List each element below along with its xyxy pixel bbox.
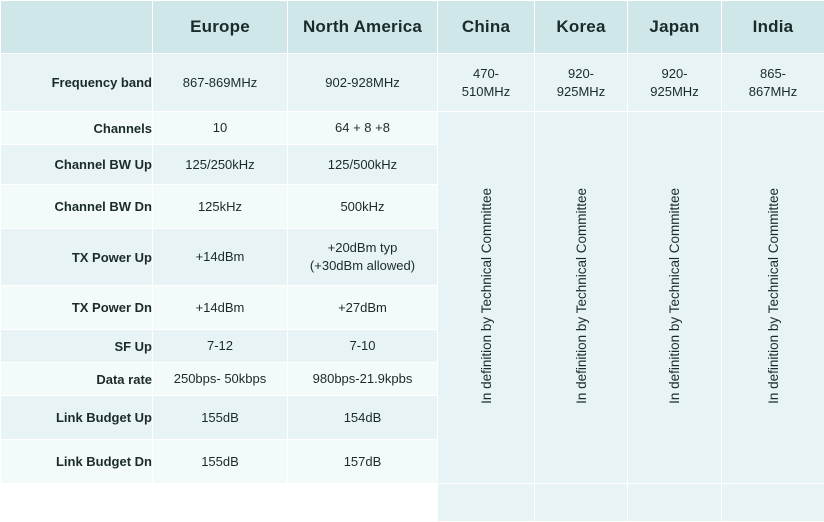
filler-cell-korea — [535, 484, 628, 522]
cell-india-frequency-band — [722, 54, 824, 112]
cell-europe-link-budget-dn: 155dB — [153, 440, 288, 484]
cell-europe-channels: 10 — [153, 112, 288, 145]
cell-japan-frequency-band-line1: 920- — [628, 65, 721, 83]
cell-japan-in-definition-text: In definition by Technical Committee — [667, 188, 682, 404]
cell-india-frequency-band-line1: 865- — [722, 65, 824, 83]
cell-north-america-data-rate: 980bps-21.9kpbs — [288, 363, 438, 396]
cell-korea-in-definition — [535, 112, 628, 484]
cell-north-america-tx-power-up-line2: (+30dBm allowed) — [288, 257, 437, 275]
cell-north-america-frequency-band: 902-928MHz — [288, 54, 438, 112]
header-cell-north-america: North America — [288, 1, 438, 54]
row-label-sf-up: SF Up — [1, 330, 153, 363]
cell-japan-in-definition — [628, 112, 722, 484]
row-label-frequency-band: Frequency band — [1, 54, 153, 112]
filler-cell-india — [722, 484, 824, 522]
cell-china-in-definition — [438, 112, 535, 484]
filler-cell-label — [1, 484, 153, 522]
cell-china-in-definition-text: In definition by Technical Committee — [479, 188, 494, 404]
row-label-tx-power-dn: TX Power Dn — [1, 286, 153, 330]
cell-north-america-channel-bw-up: 125/500kHz — [288, 145, 438, 185]
cell-europe-channel-bw-up: 125/250kHz — [153, 145, 288, 185]
row-label-link-budget-dn: Link Budget Dn — [1, 440, 153, 484]
cell-north-america-tx-power-up — [288, 229, 438, 286]
filler-cell-japan — [628, 484, 722, 522]
cell-india-in-definition-text: In definition by Technical Committee — [766, 188, 781, 404]
cell-north-america-link-budget-up: 154dB — [288, 396, 438, 440]
header-cell-japan: Japan — [628, 1, 722, 54]
table-header-row — [1, 1, 824, 54]
cell-europe-sf-up: 7-12 — [153, 330, 288, 363]
header-cell-europe: Europe — [153, 1, 288, 54]
cell-japan-frequency-band-line2: 925MHz — [628, 83, 721, 101]
cell-korea-frequency-band-line2: 925MHz — [535, 83, 627, 101]
cell-korea-frequency-band — [535, 54, 628, 112]
cell-india-frequency-band-line2: 867MHz — [722, 83, 824, 101]
row-label-channel-bw-dn: Channel BW Dn — [1, 185, 153, 229]
cell-india-in-definition — [722, 112, 824, 484]
header-cell-india: India — [722, 1, 824, 54]
cell-korea-in-definition-text: In definition by Technical Committee — [574, 188, 589, 404]
row-label-data-rate: Data rate — [1, 363, 153, 396]
filler-cell-north-america — [288, 484, 438, 522]
cell-europe-data-rate: 250bps- 50kbps — [153, 363, 288, 396]
cell-europe-tx-power-dn: +14dBm — [153, 286, 288, 330]
row-label-tx-power-up: TX Power Up — [1, 229, 153, 286]
cell-china-frequency-band-line2: 510MHz — [438, 83, 534, 101]
filler-cell-china — [438, 484, 535, 522]
header-cell-korea: Korea — [535, 1, 628, 54]
cell-china-frequency-band-line1: 470- — [438, 65, 534, 83]
table-row — [1, 54, 824, 112]
header-cell-corner — [1, 1, 153, 54]
header-cell-china: China — [438, 1, 535, 54]
cell-europe-tx-power-up: +14dBm — [153, 229, 288, 286]
filler-cell-europe — [153, 484, 288, 522]
cell-north-america-channel-bw-dn: 500kHz — [288, 185, 438, 229]
cell-north-america-tx-power-up-line1: +20dBm typ — [288, 239, 437, 257]
table-row — [1, 112, 824, 145]
cell-north-america-tx-power-dn: +27dBm — [288, 286, 438, 330]
cell-north-america-link-budget-dn: 157dB — [288, 440, 438, 484]
row-label-channel-bw-up: Channel BW Up — [1, 145, 153, 185]
row-label-link-budget-up: Link Budget Up — [1, 396, 153, 440]
table-row-filler — [1, 484, 824, 522]
cell-china-frequency-band — [438, 54, 535, 112]
cell-europe-channel-bw-dn: 125kHz — [153, 185, 288, 229]
cell-europe-frequency-band: 867-869MHz — [153, 54, 288, 112]
cell-japan-frequency-band — [628, 54, 722, 112]
cell-korea-frequency-band-line1: 920- — [535, 65, 627, 83]
cell-north-america-sf-up: 7-10 — [288, 330, 438, 363]
cell-north-america-channels: 64 + 8 +8 — [288, 112, 438, 145]
cell-europe-link-budget-up: 155dB — [153, 396, 288, 440]
row-label-channels: Channels — [1, 112, 153, 145]
